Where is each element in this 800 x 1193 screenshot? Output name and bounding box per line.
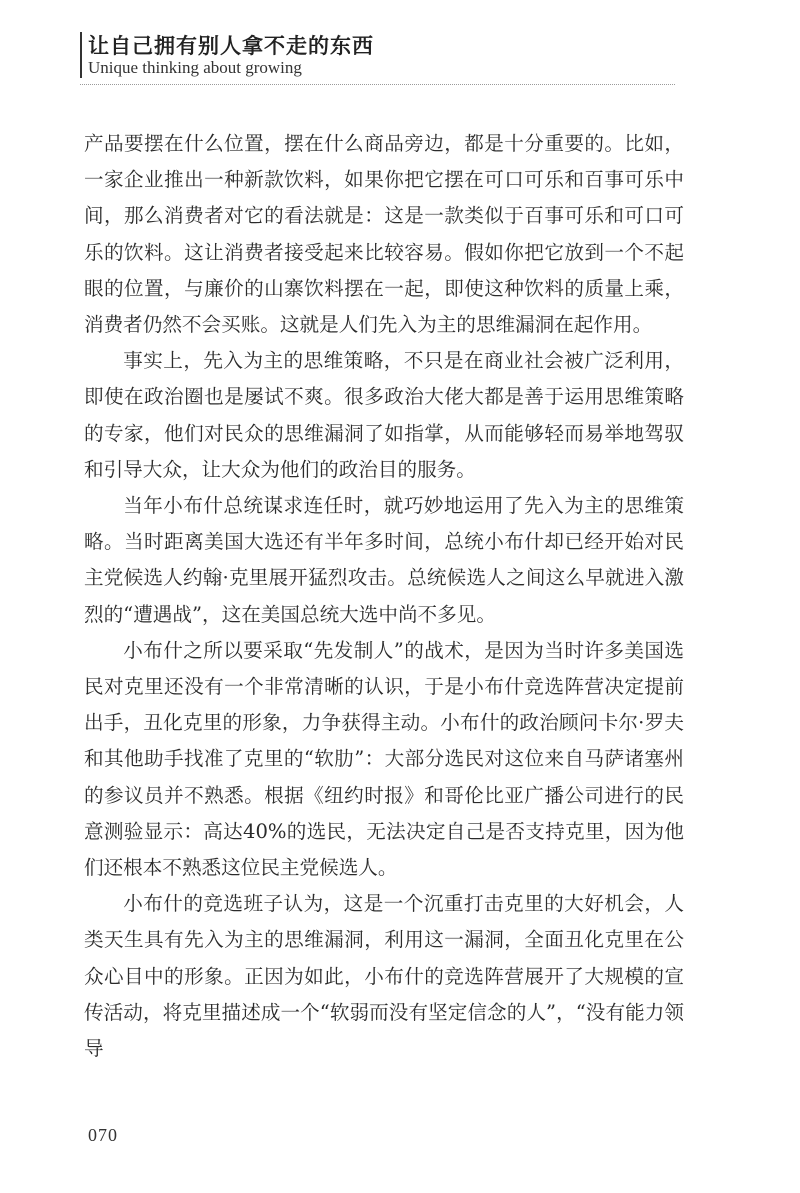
- paragraph-1: 产品要摆在什么位置，摆在什么商品旁边，都是十分重要的。比如，一家企业推出一种新款饮料，如果你把它摆在可口可乐和百事可乐中间，那么消费者对它的看法就是：这是一款类似于百事可乐和可口可乐的饮料。这让消费者接受起来比较容易。假如你把它放到一个不起眼的位置，与廉价的山寨饮料摆在一起，即使这种饮料的质量上乘，消费者仍然不会买账。这就是人们先入为主的思维漏洞在起作用。: [84, 132, 684, 337]
- header-vertical-bar: [80, 32, 82, 78]
- header-divider: [80, 84, 675, 85]
- paragraph-2: 事实上，先入为主的思维策略，不只是在商业社会被广泛利用，即使在政治圈也是屡试不爽。很多政治大佬大都是善于运用思维策略的专家，他们对民众的思维漏洞了如指掌，从而能够轻而易举地驾驭和引导大众，让大众为他们的政治目的服务。: [84, 349, 684, 481]
- page-number: 070: [88, 1125, 118, 1145]
- page-body: [84, 126, 684, 1067]
- paragraph-4: 小布什之所以要采取“先发制人”的战术，是因为当时许多美国选民对克里还没有一个非常清晰的认识，于是小布什竞选阵营决定提前出手，丑化克里的形象，力争获得主动。小布什的政治顾问卡尔·罗夫和其他助手找准了克里的“软肋”：大部分选民对这位来自马萨诸塞州的参议员并不熟悉。根据《纽约时报》和哥伦比亚广播公司进行的民意测验显示：高达40%的选民，无法决定自己是否支持克里，因为他们还根本不熟悉这位民主党候选人。: [84, 638, 684, 880]
- paragraph-3: 当年小布什总统谋求连任时，就巧妙地运用了先入为主的思维策略。当时距离美国大选还有半年多时间，总统小布什却已经开始对民主党候选人约翰·克里展开猛烈攻击。总统候选人之间这么早就进入激烈的“遭遇战”，这在美国总统大选中尚不多见。: [84, 494, 684, 626]
- running-header: [80, 28, 680, 82]
- book-subtitle: Unique thinking about growing: [88, 58, 302, 77]
- book-title: 让自己拥有别人拿不走的东西: [88, 33, 374, 58]
- paragraph-5: 小布什的竞选班子认为，这是一个沉重打击克里的大好机会，人类天生具有先入为主的思维漏洞，利用这一漏洞，全面丑化克里在公众心目中的形象。正因为如此，小布什的竞选阵营展开了大规模的宣传活动，将克里描述成一个“软弱而没有坚定信念的人”，“没有能力领导: [84, 892, 684, 1061]
